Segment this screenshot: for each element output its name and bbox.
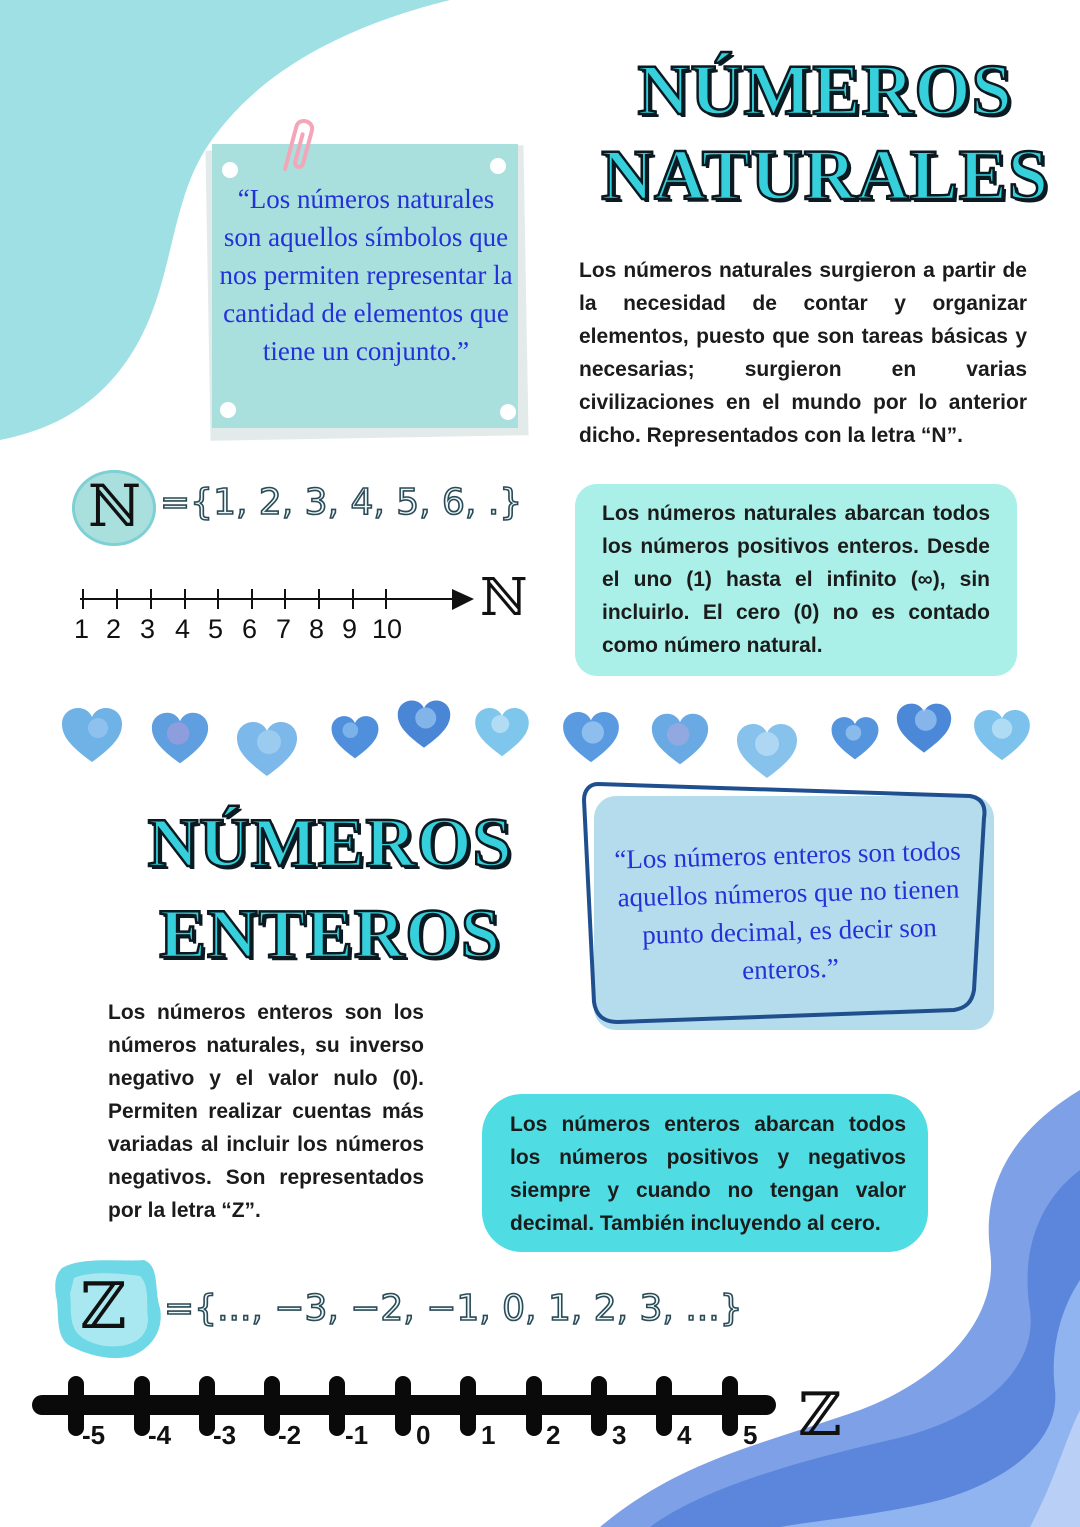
heart-icon (650, 712, 710, 768)
enteros-line-numbers (0, 1420, 780, 1456)
enteros-line-label: ℤ (798, 1380, 842, 1450)
naturales-line-label: ℕ (480, 568, 528, 628)
enteros-paragraph: Los números enteros son los números naturales, su inverso negativo y el valor nulo (0). Permiten realizar cuentas más variadas al incluir los números negativos. Son representados por la letra “Z”. (108, 1001, 424, 1222)
naturales-note-quote: “Los números naturales son aquellos símbolos que nos permiten representar la cantidad de elementos que tiene un conjunto.” (219, 184, 513, 366)
enteros-title (120, 798, 540, 980)
heart-icon (560, 712, 622, 764)
enteros-box (482, 1094, 928, 1252)
zl-number: -1 (345, 1420, 369, 1450)
nl-number: 1 (74, 614, 90, 644)
heart-icon (972, 710, 1032, 762)
zl-number: 0 (416, 1420, 431, 1450)
zl-number: 3 (612, 1420, 627, 1450)
zl-number: -5 (82, 1420, 106, 1450)
paperclip-icon (280, 112, 320, 176)
n-symbol-badge (72, 470, 156, 546)
enteros-set: ={..., −3, −2, −1, 0, 1, 2, 3, ...} (164, 1288, 743, 1329)
nl-number: 8 (309, 614, 325, 644)
pin-dot-bl (220, 402, 236, 418)
zl-number: 5 (743, 1420, 758, 1450)
enteros-title-line2: ENTEROS (159, 896, 501, 973)
naturales-box-text: Los números naturales abarcan todos los números positivos enteros. Desde el uno (1) hasta el infinito (∞), sin incluirlo. El cero (0) no es contado como número natural. (602, 502, 990, 657)
heart-icon (330, 710, 380, 766)
enteros-box-text: Los números enteros abarcan todos los números positivos y negativos siempre y cuando no tengan valor decimal. También incluyendo al cero. (510, 1113, 906, 1235)
naturales-set: ={1, 2, 3, 4, 5, 6, .} (160, 482, 523, 523)
zl-number: 1 (481, 1420, 496, 1450)
heart-icon (235, 722, 299, 778)
naturales-line-numbers (74, 614, 414, 648)
naturales-paragraph: Los números naturales surgieron a partir de la necesidad de contar y organizar elementos, puesto que son tareas básicas y necesarias; surgieron en varias civilizaciones en el mundo por lo anterior dicho. Representados con la letra “N”. (579, 259, 1027, 447)
nl-number: 7 (276, 614, 292, 644)
zl-number: -2 (278, 1420, 302, 1450)
nl-number: 5 (208, 614, 224, 644)
heart-icon (830, 712, 880, 766)
nl-number: 9 (342, 614, 358, 644)
enteros-title-line1: NÚMEROS (147, 805, 513, 882)
heart-icon (895, 698, 953, 760)
pin-dot-br (500, 404, 516, 420)
heart-icon (60, 708, 124, 764)
pin-dot-tr (490, 158, 506, 174)
naturales-title (600, 48, 1050, 218)
n-symbol: ℕ (88, 472, 142, 540)
naturales-title-line1: NÚMEROS (637, 50, 1013, 130)
hearts-row (0, 690, 1080, 780)
heart-icon (150, 712, 210, 766)
naturales-box (575, 484, 1017, 676)
heart-icon (734, 724, 800, 780)
nl-number: 2 (106, 614, 122, 644)
zl-number: -3 (213, 1420, 237, 1450)
nl-number: 6 (242, 614, 258, 644)
pin-dot-tl (222, 162, 238, 178)
heart-icon (473, 708, 531, 758)
nl-number: 4 (175, 614, 191, 644)
enteros-quote: “Los números enteros son todos aquellos números que no tienen punto decimal, es decir son enteros.” (613, 835, 962, 986)
heart-icon (396, 694, 452, 756)
naturales-title-line2: NATURALES (601, 134, 1049, 215)
zl-number: -4 (148, 1420, 172, 1450)
zl-number: 2 (546, 1420, 561, 1450)
note-card-front (212, 144, 518, 428)
nl-number: 10 (372, 614, 403, 644)
nl-number: 3 (140, 614, 156, 644)
zl-number: 4 (677, 1420, 692, 1450)
z-symbol: ℤ (80, 1270, 127, 1344)
